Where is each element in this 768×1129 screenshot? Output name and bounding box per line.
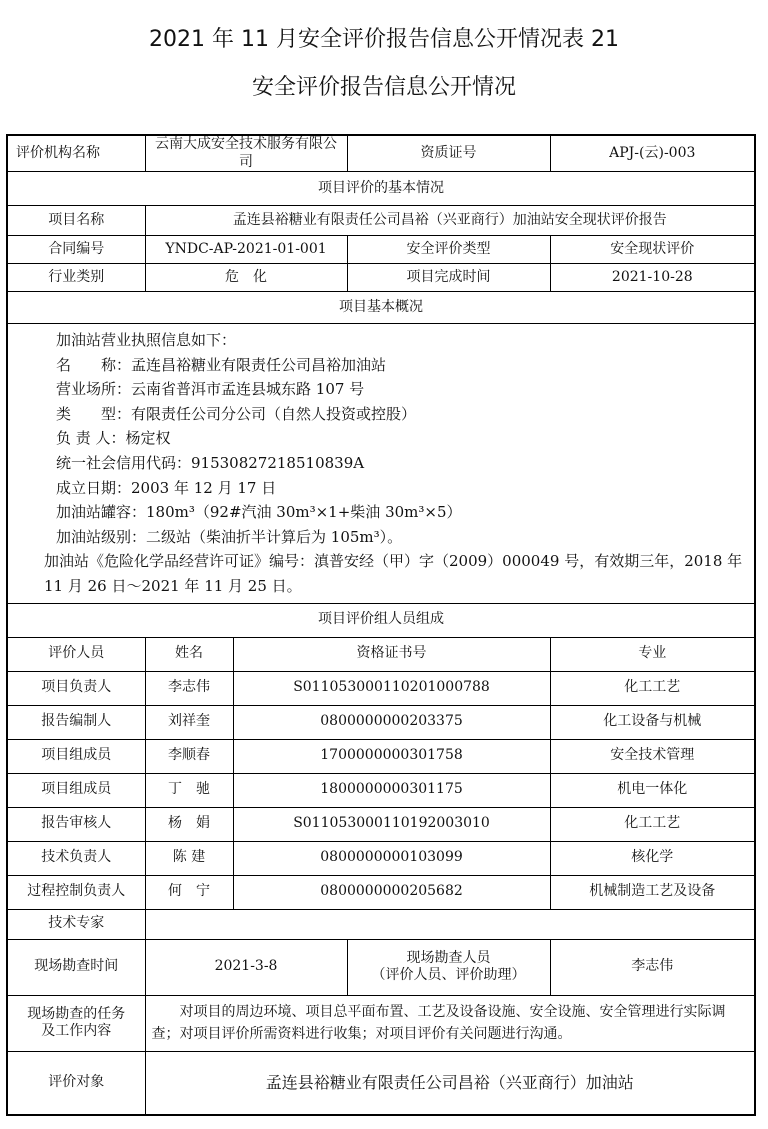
team-header-role: 评价人员 xyxy=(7,637,145,671)
member-major: 化工设备与机械 xyxy=(550,705,755,739)
member-role: 技术负责人 xyxy=(7,841,145,875)
team-header-row xyxy=(7,637,755,671)
document-title: 2021 年 11 月安全评价报告信息公开情况表 21 xyxy=(149,27,619,52)
overview-content xyxy=(7,324,755,604)
overview-line: 加油站罐容：180m³（92#汽油 30m³×1+柴油 30m³×5） xyxy=(56,503,462,522)
table-row xyxy=(7,841,755,875)
disclosure-table xyxy=(6,134,756,1116)
member-cert: S011053000110192003010 xyxy=(233,807,550,841)
member-role: 项目组成员 xyxy=(7,739,145,773)
document-subtitle: 安全评价报告信息公开情况 xyxy=(251,75,516,100)
table-row xyxy=(7,705,755,739)
expert-value xyxy=(145,909,755,939)
member-role: 项目负责人 xyxy=(7,671,145,705)
member-role: 过程控制负责人 xyxy=(7,875,145,909)
member-name: 杨 娟 xyxy=(145,807,233,841)
overview-section-title: 项目基本概况 xyxy=(7,292,755,324)
member-cert: 0800000000205682 xyxy=(233,875,550,909)
member-name: 陈 建 xyxy=(145,841,233,875)
survey-task-value: 对项目的周边环境、项目总平面布置、工艺及设备设施、安全设施、安全管理进行实际调查；对项目评价所需资料进行收集；对项目评价有关问题进行沟通。 xyxy=(145,995,755,1051)
survey-people-label-line2: （评价人员、评价助理） xyxy=(371,967,526,984)
member-major: 机电一体化 xyxy=(550,773,755,807)
industry-value: 危 化 xyxy=(145,264,347,292)
table-row xyxy=(7,671,755,705)
finish-date-value: 2021-10-28 xyxy=(550,264,755,292)
member-name: 丁 驰 xyxy=(145,773,233,807)
basic-section-title: 项目评价的基本情况 xyxy=(7,172,755,206)
member-major: 核化学 xyxy=(550,841,755,875)
survey-people-value: 李志伟 xyxy=(550,939,755,995)
member-name: 李志伟 xyxy=(145,671,233,705)
team-header-name: 姓名 xyxy=(145,637,233,671)
industry-label: 行业类别 xyxy=(7,264,145,292)
overview-line: 营业场所：云南省普洱市孟连县城东路 107 号 xyxy=(56,380,365,399)
eval-type-value: 安全现状评价 xyxy=(550,236,755,264)
org-name-label: 评价机构名称 xyxy=(7,135,145,172)
member-role: 报告审核人 xyxy=(7,807,145,841)
survey-task-label-line2: 及工作内容 xyxy=(41,1023,112,1040)
target-value: 孟连县裕糖业有限责任公司昌裕（兴亚商行）加油站 xyxy=(145,1051,755,1115)
member-name: 李顺春 xyxy=(145,739,233,773)
project-name-label: 项目名称 xyxy=(7,206,145,236)
team-header-cert: 资格证书号 xyxy=(233,637,550,671)
contract-no-label: 合同编号 xyxy=(7,236,145,264)
overview-line: 名 称：孟连昌裕糖业有限责任公司昌裕加油站 xyxy=(56,355,387,374)
table-row xyxy=(7,739,755,773)
member-major: 化工工艺 xyxy=(550,671,755,705)
member-cert: 0800000000103099 xyxy=(233,841,550,875)
overview-line: 加油站《危险化学品经营许可证》编号：滇普安经（甲）字（2009）000049 号，有效期三年，2018 年 11 月 26 日～2021 年 11 月 25 日。 xyxy=(44,552,743,595)
finish-date-label: 项目完成时间 xyxy=(347,264,550,292)
overview-line: 统一社会信用代码：91530827218510839A xyxy=(56,453,365,472)
member-cert: 0800000000203375 xyxy=(233,705,550,739)
eval-type-label: 安全评价类型 xyxy=(347,236,550,264)
survey-task-label xyxy=(7,995,145,1051)
table-row xyxy=(7,773,755,807)
member-role: 项目组成员 xyxy=(7,773,145,807)
survey-time-value: 2021-3-8 xyxy=(145,939,347,995)
member-major: 安全技术管理 xyxy=(550,739,755,773)
cert-no-value: APJ-(云)-003 xyxy=(550,135,755,172)
team-header-major: 专业 xyxy=(550,637,755,671)
expert-label: 技术专家 xyxy=(7,909,145,939)
target-label: 评价对象 xyxy=(7,1051,145,1115)
member-cert: 1800000000301175 xyxy=(233,773,550,807)
member-major: 化工工艺 xyxy=(550,807,755,841)
contract-no-value: YNDC-AP-2021-01-001 xyxy=(145,236,347,264)
project-name-value: 孟连县裕糖业有限责任公司昌裕（兴亚商行）加油站安全现状评价报告 xyxy=(145,206,755,236)
overview-line: 成立日期：2003 年 12 月 17 日 xyxy=(56,478,277,497)
org-name-value: 云南大成安全技术服务有限公司 xyxy=(145,135,347,172)
overview-line: 加油站营业执照信息如下： xyxy=(56,331,237,349)
survey-task-label-line1: 现场勘查的任务 xyxy=(27,1005,126,1022)
survey-time-label: 现场勘查时间 xyxy=(7,939,145,995)
overview-line: 类 型：有限责任公司分公司（自然人投资或控股） xyxy=(56,404,417,423)
org-row xyxy=(7,135,755,172)
member-major: 机械制造工艺及设备 xyxy=(550,875,755,909)
survey-people-label xyxy=(347,939,550,995)
member-cert: 1700000000301758 xyxy=(233,739,550,773)
member-name: 刘祥奎 xyxy=(145,705,233,739)
overview-line: 加油站级别：二级站（柴油折半计算后为 105m³）。 xyxy=(56,527,403,546)
table-row xyxy=(7,875,755,909)
cert-no-label: 资质证号 xyxy=(347,135,550,172)
member-cert: S011053000110201000788 xyxy=(233,671,550,705)
member-role: 报告编制人 xyxy=(7,705,145,739)
table-row xyxy=(7,807,755,841)
survey-people-label-line1: 现场勘查人员 xyxy=(406,949,491,966)
overview-line: 负 责 人：杨定权 xyxy=(56,429,171,448)
team-section-title: 项目评价组人员组成 xyxy=(7,603,755,637)
member-name: 何 宁 xyxy=(145,875,233,909)
